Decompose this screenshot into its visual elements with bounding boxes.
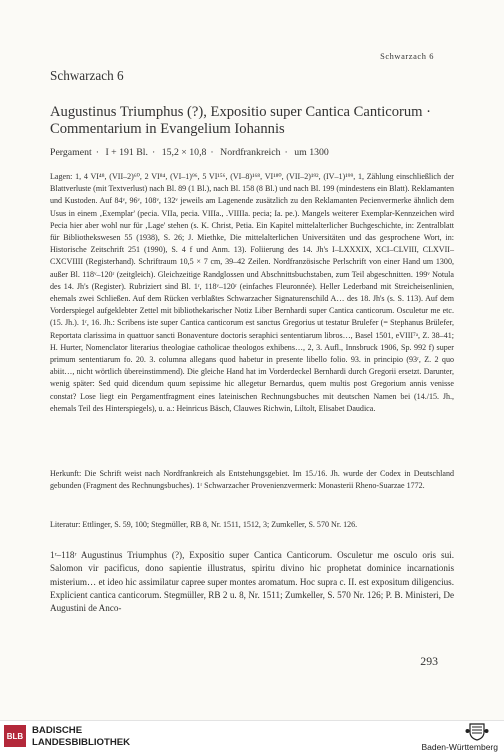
meta-material: Pergament: [50, 147, 92, 158]
meta-dimensions: 15,2 × 10,8: [161, 147, 207, 158]
physical-description: Lagen: 1, 4 VI⁴⁸, (VII–2)⁶⁰, 2 VI⁸⁴, (VI–1)⁹⁶, 5 VI¹⁵⁶, (VI–8)¹⁶⁸, VI¹⁸⁰, (VII–2)¹⁹², (IV–1)¹⁹⁹, 1, Zählung einschließlich der Blattverluste (mit Textverlust) nach Bl. 89 (1 Bl.), nach Bl. 158 (8 Bl.) und nach Bl. 199 (mindestens ein Blatt). Reklamanten und Kustoden. Auf 84ᵛ, 96ᵛ, 108ᵛ, 132ᵛ jeweils am Lagenende zusätzlich zu den Reklamanten Pecienvermerke ähnlich dem Usus in einem ‚Exemplar' (pecia. VIIa, pecia. VIIIa., .VIIIIa. pecia; Ia. pe.). Mangels weiterer Exemplar-Kennzeichen wird Pecia hier aber wohl nur für ‚Lage' stehen (s. K. Christ, Petia. Ein Kapitel mittelalterlicher Buchgeschichte, in: Zentralblatt für Bibliothekswesen 55 (1938), S. 26; J. Miethke, Die mittelalterlichen Universitäten und das gesprochene Wort, in: Historische Zeitschrift 251 (1990), S. 4 f und Anm. 13). Foliierung des 14. Jh's I–LXXXIX, XCI–CLVIII, CLXVII–CXCVIIII (Registerhand). Schriftraum 10,5 × 7 cm, 39–42 Zeilen. Nordfranzösische Perlschrift von einer Hand um 1300, außer Bl. 118ᵛ–120ʳ (zeitgleich). Gleichzeitige Randglossen und Abschnittsbuchstaben, zum Teil abgeschnitten. 199ᵛ Notula des 14. Jh's (Register). Rubriziert sind Bl. 1ʳ, 118ᵛ–120ʳ (einfaches Fleuronnée). Heller Lederband mit Streicheisenlinien, ehemals zwei Schließen. Auf dem Rücken verblaßtes Schwarzacher Signaturenschild A… des 18. Jh's (s. S. 113). Auf dem Vorderspiegel aufgeklebter Zettel mit bibliothekarischer Notiz Liber Bernhardi super Cantica canticorum. Osculetur me etc. (15. Jh.). 1ʳ, 16. Jh.: Scribens iste super Cantica canticorum est sanctus Gregorius ut testatur Brulefer (= Stephanus Brülefer, Reportata clarissima in quattuor sancti Bonaventure doctoris seraphici sententiarum libros…, Basel 1501, eVIII⁷ᵃ, Z. 38–41; H. Hurter, Nomenclator literarius theologiae catholicae theologos exhibens…, 2, 3. Aufl., Innsbruck 1906, Sp. 992 f) super primum sententiarum fo. 20. 3. columna allegans quod habetur in presente libello folio. 93. in principio (93ʳ, Z. 2 quo abiit…, nicht wörtlich übereinstimmend). Die gleiche Hand hat im Vorderdeckel Bernhardi durch Gregorii ersetzt. Darunter, wenig später: Sed quid dicendum quum sepissime hic allegetur Bernardus, quem multis post Gregorium annis venisse constat? Lose liegt ein Pergamentfragment eines lateinischen Rechnungsbuches mit deutschen Namen bei (14./15. Jh., ehemals Teil des Hinterspiegels), u. a.: Heinricus Bäsch, Clauwes Richwin, Liltolt, Elisabet Daudica.: [50, 172, 454, 413]
library-name-line1: BADISCHE: [32, 725, 83, 736]
provenance-paragraph: Herkunft: Die Schrift weist nach Nordfrankreich als Entstehungsgebiet. Im 15./16. Jh. wurde der Codex in Deutschland gebunden (Fragment des Rechnungsbuches). 1ʳ Schwarzacher Provenienzvermerk: Monasterii Rheno-Suarzae 1772.: [50, 469, 454, 491]
section-title: Schwarzach 6: [50, 68, 124, 83]
meta-origin: Nordfrankreich: [220, 147, 281, 158]
library-name-line2: LANDESBIBLIOTHEK: [32, 736, 131, 748]
page-number: 293: [420, 654, 438, 668]
codex-metadata: Pergament · I + 191 Bl. · 15,2 × 10,8 · Nordfrankreich · um 1300: [50, 147, 329, 158]
running-head: Schwarzach 6: [380, 52, 434, 61]
literature-paragraph: Literatur: Ettlinger, S. 59, 100; Stegmüller, RB 8, Nr. 1511, 1512, 3; Zumkeller, S. 570 Nr. 126.: [50, 520, 358, 529]
baden-wuerttemberg-crest-icon: [465, 722, 489, 741]
meta-leaves: I + 191 Bl.: [105, 147, 148, 158]
content-entry: 1ʳ–118ʳ Augustinus Triumphus (?), Expositio super Cantica Canticorum. Osculetur me osculo oris sui. Salomon vir pacificus, dono sapientie illustratus, spiritu divino hic prophetat dominice incarnationis misterium… et ideo hic assimilatur capree super montes aromatum. Hoc supra c. II. est expositum diligencius. Explicient cantica canticorum. Stegmüller, RB 2 u. 8, Nr. 1511; Zumkeller, S. 570 Nr. 126; P. B. Ministeri, De Augustini de Anco-: [50, 550, 454, 614]
state-name: Baden-Württemberg: [421, 742, 498, 752]
blb-logo-icon[interactable]: BLB: [4, 725, 26, 747]
library-name[interactable]: [32, 725, 130, 748]
meta-date: um 1300: [294, 147, 329, 158]
main-title: Augustinus Triumphus (?), Expositio super Cantica Canticorum · Commentarium in Evangelium Iohannis: [50, 104, 432, 137]
footer-bar: [0, 720, 504, 754]
